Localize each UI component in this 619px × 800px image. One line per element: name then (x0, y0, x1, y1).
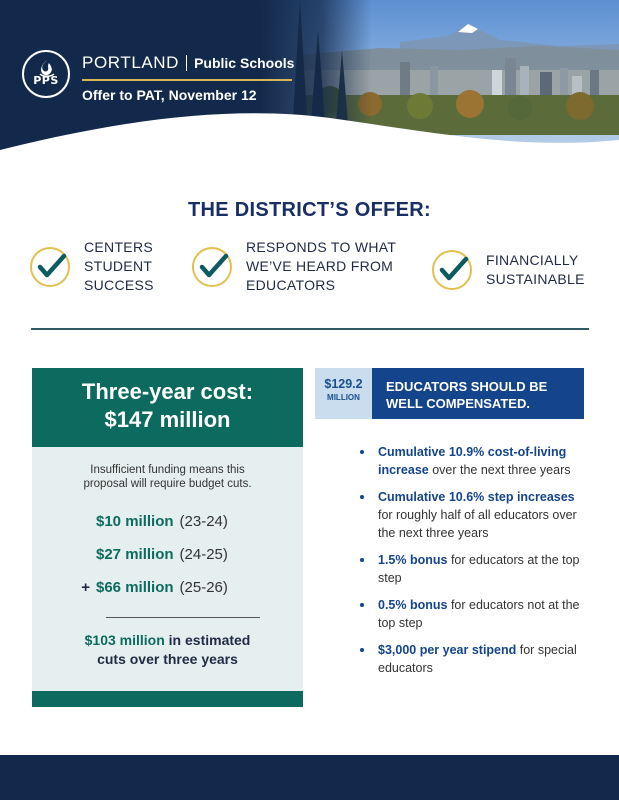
list-item (360, 551, 592, 587)
check-circle-icon (28, 245, 72, 289)
offer-title: THE DISTRICT’S OFFER: (188, 199, 431, 221)
header-banner (0, 0, 619, 170)
compensation-amount: $129.2 (324, 377, 363, 391)
cost-panel (32, 368, 303, 707)
bullet-text: over the next three years (428, 463, 571, 477)
brand-secondary: Public Schools (194, 55, 295, 71)
bullet-text: for special educators (378, 643, 577, 675)
logo-group (22, 50, 294, 103)
cut-prefix: + (81, 579, 90, 596)
pillar-label: FINANCIALLY SUSTAINABLE (486, 252, 585, 287)
header-subtitle: Offer to PAT, November 12 (82, 86, 257, 103)
bullet-text: for roughly half of all educators over the next three years (378, 508, 577, 540)
cut-amount: $10 million (96, 513, 174, 530)
section-divider (31, 328, 589, 330)
cut-prefix (72, 513, 90, 530)
cut-row (32, 546, 303, 563)
bullet-text: for educators not at the top step (378, 598, 580, 630)
pillar-responds-to-educators (190, 238, 396, 295)
pps-logo (22, 50, 70, 98)
cut-row (32, 579, 303, 596)
cost-title: Three-year cost: (81, 379, 254, 404)
cut-row (32, 513, 303, 530)
compensation-heading (372, 368, 584, 419)
cut-years: (23-24) (179, 513, 228, 530)
cut-amount: $66 million (96, 579, 174, 596)
cost-note: Insufficient funding means this proposal will require budget cuts. (83, 464, 252, 490)
bullet-bold: $3,000 per year stipend (378, 643, 517, 657)
bullet-bold: Cumulative 10.9% cost-of-living increase (378, 445, 567, 477)
list-item (360, 641, 592, 677)
list-item (360, 596, 592, 632)
brand-separator (186, 55, 187, 71)
logo-text: PPS (33, 74, 59, 87)
cost-header (32, 368, 303, 447)
brand-rule (82, 79, 292, 81)
bullet-bold: Cumulative 10.6% step increases (378, 490, 575, 504)
check-circle-icon (430, 248, 474, 292)
cost-divider (106, 617, 260, 618)
cut-years: (25-26) (179, 579, 228, 596)
cut-prefix (72, 546, 90, 563)
pillar-financially-sustainable (430, 248, 585, 292)
cost-total-amount: $147 million (104, 407, 231, 432)
compensation-heading-line1: EDUCATORS SHOULD BE (386, 379, 548, 394)
cost-cuts-total (32, 631, 303, 669)
pillar-label: RESPONDS TO WHAT WE’VE HEARD FROM EDUCATORS (246, 239, 397, 293)
bullet-bold: 1.5% bonus (378, 553, 448, 567)
footer-bar (0, 755, 619, 800)
compensation-heading-line2: WELL COMPENSATED. (386, 396, 530, 411)
list-item (360, 443, 592, 479)
cuts-total-text-2: cuts over three years (97, 651, 238, 667)
compensation-bullets (360, 443, 592, 686)
check-circle-icon (190, 245, 234, 289)
brand-line (82, 53, 294, 73)
cost-footer-bar (32, 691, 303, 707)
cut-amount: $27 million (96, 546, 174, 563)
brand-primary: PORTLAND (82, 53, 180, 72)
bullet-text: for educators at the top step (378, 553, 580, 585)
compensation-amount-tag (315, 368, 372, 419)
pillar-student-success (28, 238, 154, 295)
brand-block (82, 53, 294, 103)
list-item (360, 488, 592, 542)
compensation-unit: MILLION (327, 393, 360, 402)
cuts-total-text: in estimated (164, 632, 251, 648)
bullet-bold: 0.5% bonus (378, 598, 448, 612)
pillar-label: CENTERS STUDENT SUCCESS (84, 239, 154, 293)
cuts-total-amount: $103 million (84, 632, 165, 648)
cut-years: (24-25) (179, 546, 228, 563)
